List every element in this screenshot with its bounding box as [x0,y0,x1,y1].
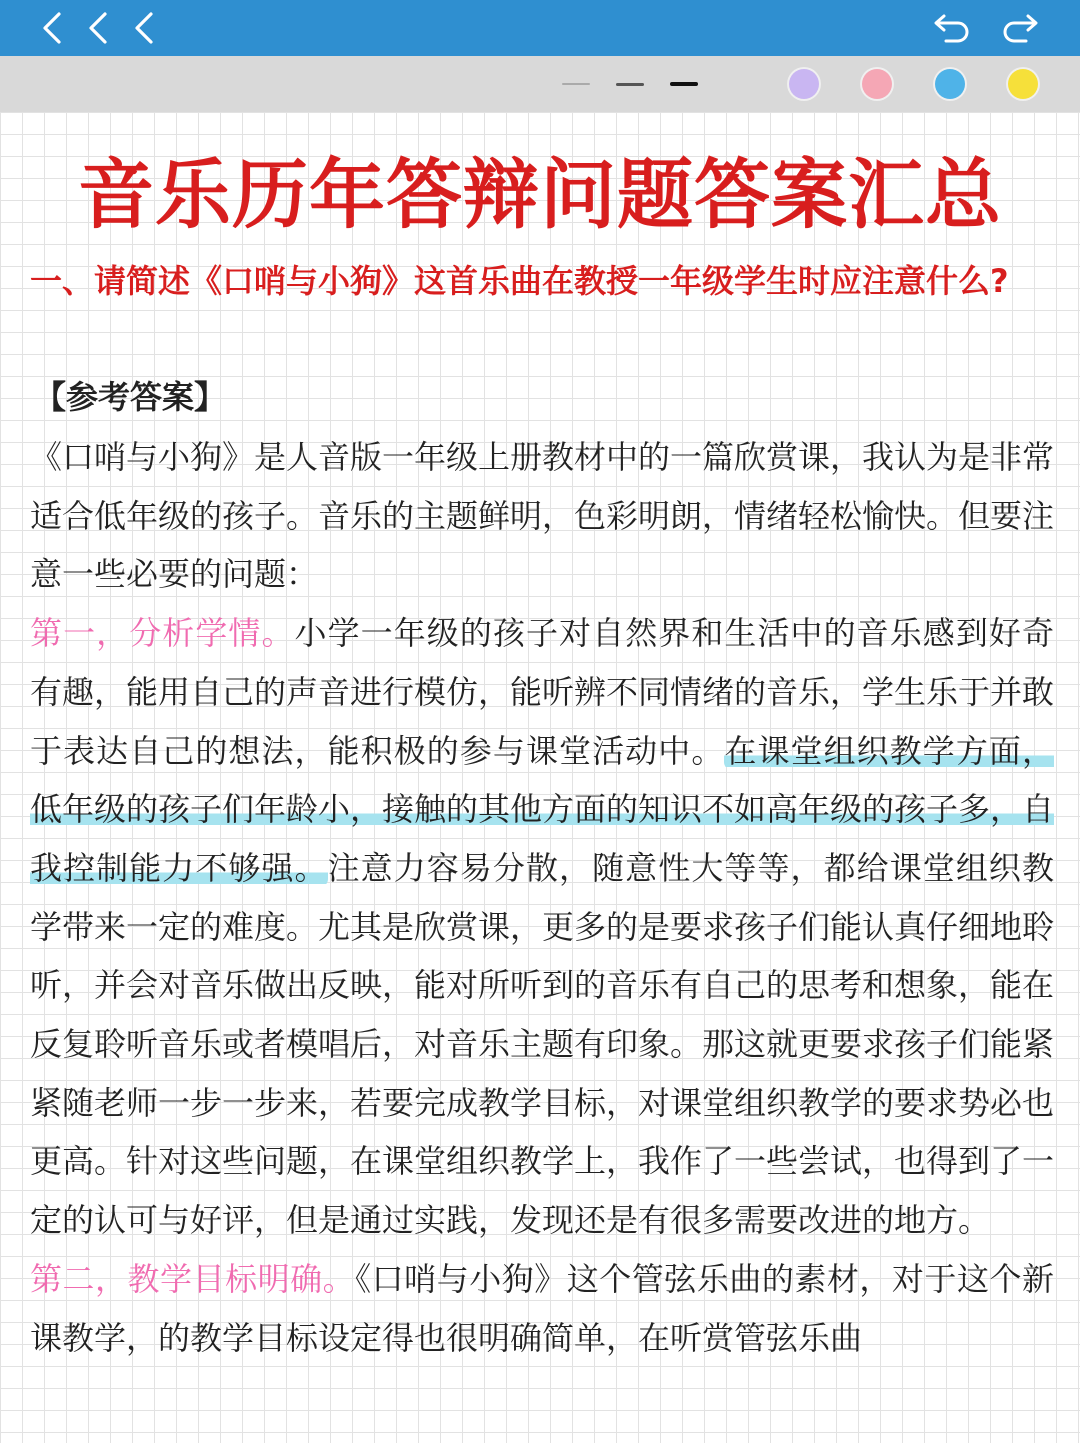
point-one-text-b: 注意力容易分散，随意性大等等，都给课堂组织教学带来一定的难度。尤其是欣赏课，更多的是要求孩子们能认真仔细地聆听，并会对音乐做出反映，能对所听到的音乐有自己的思考和想象，能在反复聆听音乐或者模唱后，对音乐主题有印象。那这就更要求孩子们能紧紧随老师一步一步来，若要完成教学目标，对课堂组织教学的要求势必也更高。针对这些问题，在课堂组织教学上，我作了一些尝试，也得到了一定的认可与好评，但是通过实践，发现还是有很多需要改进的地方。 [30,848,1055,1240]
point-two-label: 第二，教学目标明确。 [30,1259,356,1298]
intro-paragraph: 《口哨与小狗》是人音版一年级上册教材中的一篇欣赏课，我认为是非常适合低年级的孩子。音乐的主题鲜明，色彩明朗，情绪轻松愉快。但要注意一些必要的问题： [30,438,1055,594]
top-navigation-bar [0,0,1080,56]
pen-thin-option[interactable] [562,83,590,85]
highlighted-text: 在课堂组织教学方面，低年级的孩子们年龄小，接触的其他方面的知识不如高年级的孩子多，自我控制能力不够强。 [30,731,1055,887]
reference-answer-label: 【参考答案】 [34,378,227,416]
undo-button[interactable] [932,8,972,48]
color-swatch-yellow[interactable] [1008,69,1038,99]
point-one-label: 第一，分析学情。 [30,614,295,653]
chevron-left-icon [83,10,113,46]
back-button-3[interactable] [128,8,160,48]
point-two-paragraph [30,1250,1054,1367]
history-buttons [932,8,1040,48]
back-button-1[interactable] [36,8,68,48]
redo-icon [1000,10,1040,46]
pen-toolbar [0,56,1080,112]
answer-body [30,428,1054,1367]
question-heading: 一、请简述《口哨与小狗》这首乐曲在教授一年级学生时应注意什么? [30,262,1009,300]
back-buttons [36,8,160,48]
color-swatch-pink[interactable] [862,69,892,99]
point-one-text-a: 小学一年级的孩子对自然界和生活中的音乐感到好奇有趣，能用自己的声音进行模仿，能听辨不同情绪的音乐，学生乐于并敢于表达自己的想法，能积极的参与课堂活动中。 [30,614,1055,770]
pen-thick-option[interactable] [670,82,698,86]
undo-icon [932,10,972,46]
redo-button[interactable] [1000,8,1040,48]
chevron-left-icon [129,10,159,46]
point-two-text-a: 《口哨与小狗》这个管弦乐曲的素材，对于这个新课教学，的教学目标设定得也很明确简单，在听赏管弦乐曲 [30,1259,1054,1357]
point-one-paragraph [30,604,1054,1250]
color-swatch-blue[interactable] [935,69,965,99]
document-title: 音乐历年答辩问题答案汇总 [78,150,1002,239]
chevron-left-icon [37,10,67,46]
color-swatch-purple[interactable] [789,69,819,99]
back-button-2[interactable] [82,8,114,48]
grid-paper-document [0,112,1080,1443]
pen-medium-option[interactable] [616,83,644,86]
